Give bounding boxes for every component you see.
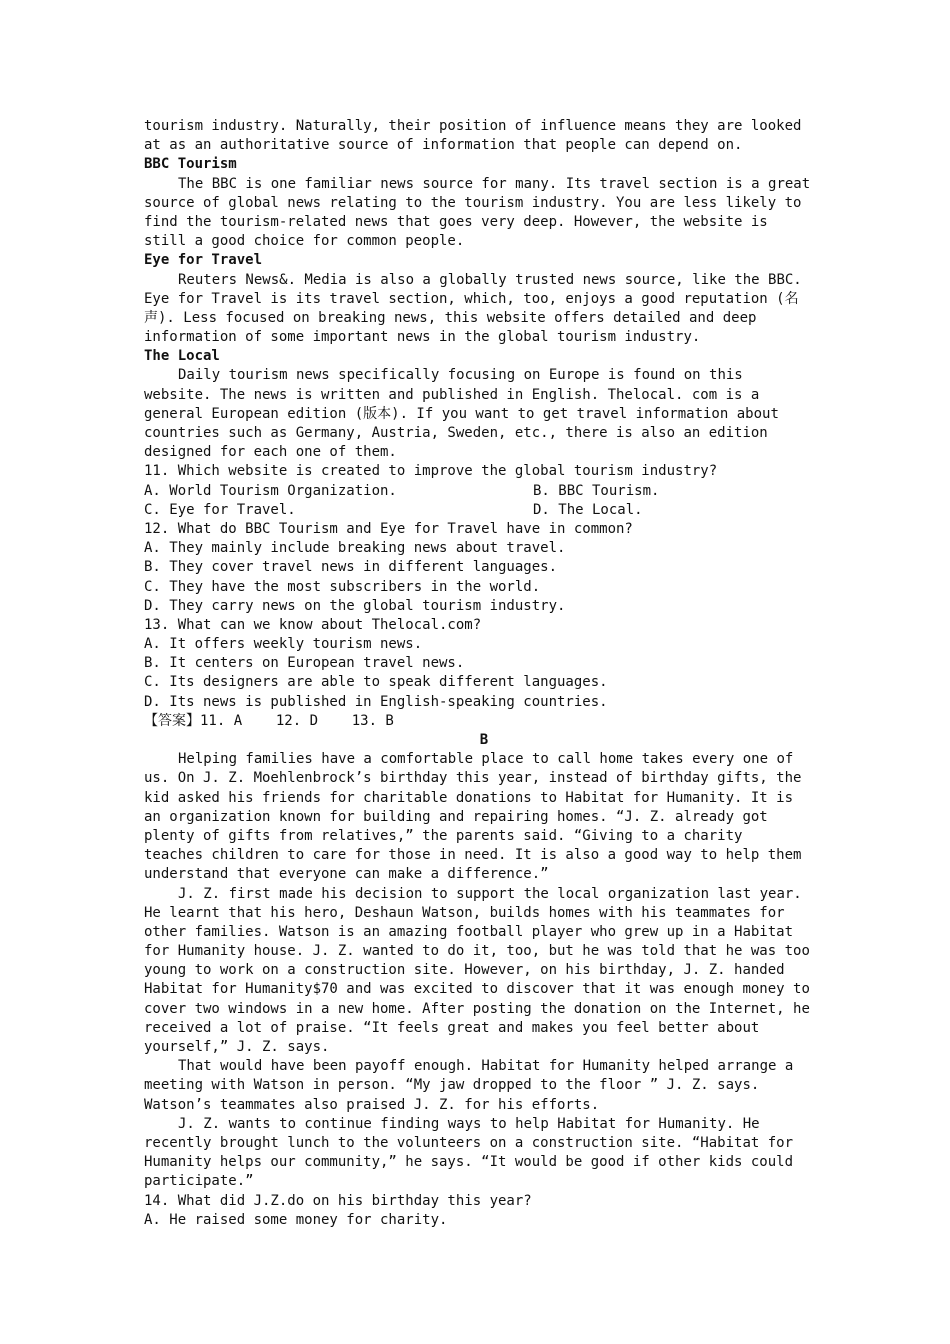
option-b: B. BBC Tourism.	[533, 482, 660, 499]
passage-b-title: B	[479, 732, 489, 748]
question-11-options-row	[144, 501, 824, 520]
paragraph-line: still a good choice for common people.	[144, 233, 465, 250]
paragraph-line: us. On J. Z. Moehlenbrock’s birthday this year, instead of birthday gifts, the	[144, 770, 802, 787]
question-12-stem: 12. What do BBC Tourism and Eye for Travel have in common?	[144, 520, 633, 537]
paragraph-line: designed for each one of them.	[144, 444, 397, 461]
paragraph-line: young to work on a construction site. However, on his birthday, J. Z. handed	[144, 962, 785, 979]
paragraph-line: Habitat for Humanity$70 and was excited to discover that it was enough money to	[144, 981, 810, 998]
paragraph-line: kid asked his friends for charitable donations to Habitat for Humanity. It is	[144, 789, 794, 806]
option-d: D. They carry news on the global tourism industry.	[144, 597, 566, 614]
paragraph-line: recently brought lunch to the volunteers on a construction site. “Habitat for	[144, 1134, 794, 1151]
option-a: A. It offers weekly tourism news.	[144, 636, 423, 653]
paragraph-line: understand that everyone can make a difference.”	[144, 866, 549, 883]
paragraph-line: meeting with Watson in person. “My jaw dropped to the floor ” J. Z. says.	[144, 1077, 760, 1094]
question-13-stem: 13. What can we know about Thelocal.com?	[144, 616, 482, 633]
paragraph-line: source of global news relating to the tourism industry. You are less likely to	[144, 194, 802, 211]
paragraph-line: countries such as Germany, Austria, Sweden, etc., there is also an edition	[144, 425, 768, 441]
question-11-stem: 11. Which website is created to improve the global tourism industry?	[144, 463, 718, 480]
paragraph-line: Daily tourism news specifically focusing on Europe is found on this	[178, 367, 743, 384]
option-b: B. It centers on European travel news.	[144, 655, 465, 672]
paragraph-line: Watson’s teammates also praised J. Z. for his efforts.	[144, 1096, 600, 1113]
paragraph-line: website. The news is written and published in English. Thelocal. com is a	[144, 386, 760, 403]
option-a: A. They mainly include breaking news about travel.	[144, 540, 566, 557]
option-b: B. They cover travel news in different languages.	[144, 559, 558, 576]
paragraph-line: Humanity helps our community,” he says. “It would be good if other kids could	[144, 1154, 794, 1171]
paragraph-line: 声). Less focused on breaking news, this website offers detailed and deep	[144, 309, 757, 326]
paragraph-line: That would have been payoff enough. Habitat for Humanity helped arrange a	[178, 1058, 794, 1075]
paragraph-line: participate.”	[144, 1173, 254, 1190]
option-d: D. The Local.	[533, 501, 643, 518]
paragraph-line: Reuters News&. Media is also a globally trusted news source, like the BBC.	[178, 271, 802, 288]
paragraph-line: Eye for Travel is its travel section, which, too, enjoys a good reputation (名	[144, 290, 799, 307]
option-c: C. Eye for Travel.	[144, 501, 296, 518]
paragraph-line: He learnt that his hero, Deshaun Watson, builds homes with his teammates for	[144, 904, 785, 921]
section-heading-the-local: The Local	[144, 348, 220, 365]
intro-line: tourism industry. Naturally, their position of influence means they are looked	[144, 118, 802, 134]
option-c: C. Its designers are able to speak different languages.	[144, 674, 608, 691]
paragraph-line: an organization known for building and repairing homes. “J. Z. already got	[144, 808, 768, 825]
paragraph-line: yourself,” J. Z. says.	[144, 1039, 330, 1055]
intro-line: at as an authoritative source of information that people can depend on.	[144, 137, 743, 154]
paragraph-line: general European edition (版本). If you want to get travel information about	[144, 405, 779, 422]
paragraph-line: The BBC is one familiar news source for many. Its travel section is a great	[178, 175, 811, 192]
document-page	[144, 117, 824, 1230]
paragraph-line: plenty of gifts from relatives,” the parents said. “Giving to a charity	[144, 827, 743, 844]
paragraph-line: cover two windows in a new home. After posting the donation on the Internet, he	[144, 1000, 810, 1017]
question-11-options-row	[144, 482, 824, 501]
option-a: A. He raised some money for charity.	[144, 1211, 448, 1228]
paragraph-line: for Humanity house. J. Z. wanted to do it, too, but he was told that he was too	[144, 943, 810, 960]
option-a: A. World Tourism Organization.	[144, 482, 397, 499]
section-heading-eye-for-travel: Eye for Travel	[144, 252, 263, 269]
section-heading-bbc-tourism: BBC Tourism	[144, 156, 237, 173]
paragraph-line: information of some important news in the global tourism industry.	[144, 329, 701, 346]
paragraph-line: Helping families have a comfortable place to call home takes every one of	[178, 751, 794, 768]
paragraph-line: received a lot of praise. “It feels great and makes you feel better about	[144, 1019, 760, 1036]
question-14-stem: 14. What did J.Z.do on his birthday this year?	[144, 1192, 532, 1209]
option-c: C. They have the most subscribers in the world.	[144, 578, 541, 595]
paragraph-line: J. Z. first made his decision to support the local organization last year.	[178, 885, 802, 902]
paragraph-line: other families. Watson is an amazing football player who grew up in a Habitat	[144, 923, 794, 940]
answer-key: 【答案】11. A 12. D 13. B	[144, 712, 394, 729]
paragraph-line: teaches children to care for those in need. It is also a good way to help them	[144, 847, 802, 864]
paragraph-line: J. Z. wants to continue finding ways to help Habitat for Humanity. He	[178, 1115, 760, 1132]
option-d: D. Its news is published in English-speaking countries.	[144, 693, 608, 710]
paragraph-line: find the tourism-related news that goes very deep. However, the website is	[144, 213, 768, 230]
